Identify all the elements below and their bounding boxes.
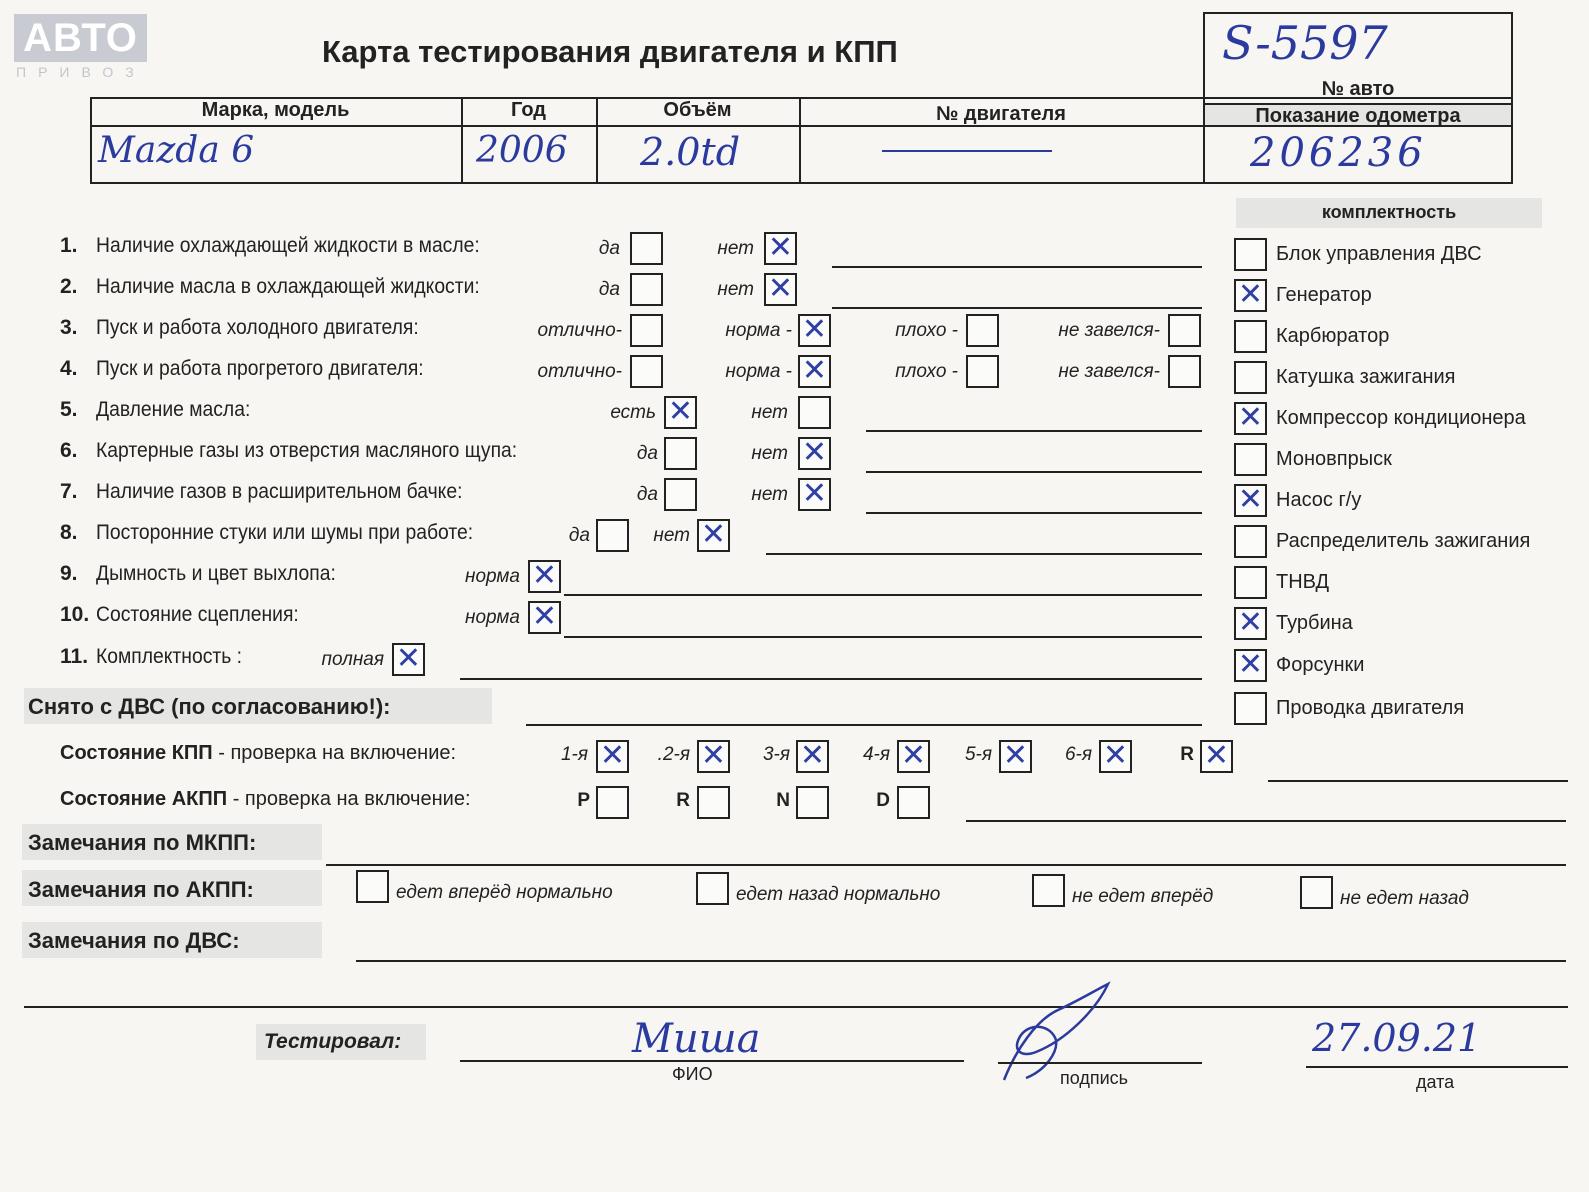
option-net: нет	[717, 279, 754, 300]
checkbox-q3-norma[interactable]	[798, 314, 831, 347]
completeness-item: Блок управления ДВС	[1276, 243, 1482, 265]
checkbox-q6-da[interactable]	[664, 437, 697, 470]
fill-line	[460, 678, 1202, 680]
checkbox-gear-6[interactable]	[1099, 740, 1132, 773]
option-da: да	[598, 238, 620, 259]
option-est: есть	[610, 402, 656, 423]
question-number: 7.	[60, 480, 78, 503]
completeness-title: комплектность	[1321, 202, 1457, 222]
option-da: да	[636, 443, 658, 464]
option-norma: норма -	[725, 361, 792, 382]
checkbox-completeness-carburetor[interactable]	[1234, 320, 1267, 353]
option-polnaya: полная	[321, 649, 384, 670]
checkbox-q9-norma[interactable]	[528, 560, 561, 593]
checkbox-completeness-distributor[interactable]	[1234, 525, 1267, 558]
question-text: Состояние сцепления:	[96, 603, 299, 626]
completeness-item: Компрессор кондиционера	[1276, 407, 1526, 429]
question-text: Пуск и работа холодного двигателя:	[96, 316, 419, 339]
signature-label: подпись	[1060, 1068, 1129, 1088]
page-title: Карта тестирования двигателя и КПП	[322, 34, 898, 69]
question-number: 1.	[60, 234, 78, 257]
akpp-label-bold: Состояние АКПП	[60, 788, 228, 810]
checkbox-completeness-ac-compressor[interactable]	[1234, 402, 1267, 435]
checkbox-q3-ne-zavelsya[interactable]	[1168, 314, 1201, 347]
checkbox-akpp-forward-ok[interactable]	[356, 870, 389, 903]
akpp-option: не едет вперёд	[1072, 886, 1214, 907]
checkbox-q3-ploho[interactable]	[966, 314, 999, 347]
completeness-item: Форсунки	[1276, 654, 1365, 676]
fio-label: ФИО	[672, 1064, 713, 1084]
checkbox-completeness-turbo[interactable]	[1234, 607, 1267, 640]
fill-line	[326, 864, 1566, 866]
checkbox-q11-polnaya[interactable]	[392, 643, 425, 676]
completeness-item: Катушка зажигания	[1276, 366, 1456, 388]
option-norma: норма	[465, 607, 520, 628]
tester-name: Миша	[632, 1016, 761, 1062]
fill-line	[966, 820, 1566, 822]
checkbox-q5-net[interactable]	[798, 396, 831, 429]
fill-line	[1268, 780, 1568, 782]
tested-label: Тестировал:	[264, 1030, 402, 1053]
fill-line	[866, 430, 1202, 432]
volume-label: Объём	[663, 99, 732, 121]
fill-line	[24, 1006, 1568, 1008]
checkbox-gear-r[interactable]	[1200, 740, 1233, 773]
option-otlichno: отлично-	[537, 320, 622, 341]
checkbox-gear-2[interactable]	[697, 740, 730, 773]
brand-model-label: Марка, модель	[201, 99, 350, 121]
checkbox-gear-5[interactable]	[999, 740, 1032, 773]
fill-line	[866, 512, 1202, 514]
checkbox-q2-da[interactable]	[630, 273, 663, 306]
checkbox-completeness-ignition-coil[interactable]	[1234, 361, 1267, 394]
completeness-item: Насос г/у	[1276, 489, 1362, 511]
fio-line	[460, 1060, 964, 1062]
checkbox-completeness-wiring[interactable]	[1234, 692, 1267, 725]
signature-line	[998, 1062, 1202, 1064]
question-number: 6.	[60, 439, 78, 462]
checkbox-q4-ne-zavelsya[interactable]	[1168, 355, 1201, 388]
gear-label: R	[1180, 744, 1194, 765]
completeness-item: Моновпрыск	[1276, 448, 1392, 470]
fill-line	[866, 471, 1202, 473]
checkbox-q5-est[interactable]	[664, 396, 697, 429]
checkbox-q6-net[interactable]	[798, 437, 831, 470]
question-number: 8.	[60, 521, 78, 544]
fill-line	[766, 553, 1202, 555]
checkbox-akpp-backward-ok[interactable]	[696, 872, 729, 905]
checkbox-completeness-monoinjection[interactable]	[1234, 443, 1267, 476]
odometer-value: 206236	[1250, 130, 1427, 176]
gear-label: 4-я	[862, 744, 890, 765]
model-value: Mazda 6	[98, 130, 255, 171]
kpp-label-rest: - проверка на включение:	[212, 742, 457, 764]
date-line	[1306, 1066, 1568, 1068]
question-text: Наличие охлаждающей жидкости в масле:	[96, 234, 480, 257]
akpp-option: едет назад нормально	[736, 884, 941, 905]
checkbox-akpp-r[interactable]	[697, 786, 730, 819]
gear-label: 5-я	[964, 744, 992, 765]
gear-label: .2-я	[657, 744, 690, 765]
checkbox-akpp-p[interactable]	[596, 786, 629, 819]
question-text: Картерные газы из отверстия масляного щупа:	[96, 439, 518, 462]
fill-line	[564, 636, 1202, 638]
checkbox-gear-1[interactable]	[596, 740, 629, 773]
question-text: Наличие масла в охлаждающей жидкости:	[96, 275, 480, 298]
option-net: нет	[751, 484, 788, 505]
checkbox-q4-otlichno[interactable]	[630, 355, 663, 388]
remarks-mkpp-label: Замечания по МКПП:	[28, 830, 257, 855]
engine-number-dash	[882, 150, 1052, 152]
removed-label: Снято с ДВС (по согласованию!):	[28, 694, 391, 719]
completeness-item: Проводка двигателя	[1276, 697, 1465, 719]
completeness-item: Турбина	[1276, 612, 1353, 634]
fill-line	[832, 307, 1202, 309]
question-text: Давление масла:	[96, 398, 251, 421]
fill-line	[356, 960, 1566, 962]
checkbox-akpp-d[interactable]	[897, 786, 930, 819]
question-number: 11.	[60, 645, 89, 668]
car-number-value: S-5597	[1222, 16, 1388, 70]
checkbox-q10-norma[interactable]	[528, 601, 561, 634]
checkbox-q3-otlichno[interactable]	[630, 314, 663, 347]
checkbox-completeness-ecu[interactable]	[1234, 238, 1267, 271]
logo: АВТО	[14, 14, 147, 62]
option-ploho: плохо -	[895, 361, 958, 382]
akpp-option: едет вперёд нормально	[396, 882, 613, 903]
fill-line	[526, 724, 1202, 726]
question-number: 9.	[60, 562, 78, 585]
question-number: 10.	[60, 603, 90, 626]
remarks-dvs-label: Замечания по ДВС:	[28, 928, 240, 953]
option-ploho: плохо -	[895, 320, 958, 341]
question-text: Дымность и цвет выхлопа:	[96, 562, 336, 585]
gear-label: 3-я	[762, 744, 790, 765]
completeness-item: Генератор	[1276, 284, 1372, 306]
checkbox-akpp-no-backward[interactable]	[1300, 876, 1333, 909]
question-number: 5.	[60, 398, 78, 421]
checkbox-q7-net[interactable]	[798, 478, 831, 511]
question-text: Комплектность :	[96, 645, 243, 668]
gear-label: 1-я	[560, 744, 588, 765]
engine-number-label: № двигателя	[936, 103, 1066, 125]
option-net: нет	[751, 402, 788, 423]
checkbox-q8-net[interactable]	[697, 519, 730, 552]
option-net: нет	[653, 525, 690, 546]
option-norma: норма	[465, 566, 520, 587]
akpp-mode-label: N	[776, 790, 790, 811]
question-number: 4.	[60, 357, 78, 380]
kpp-label	[60, 742, 456, 765]
year-value: 2006	[476, 130, 568, 171]
checkbox-q2-net[interactable]	[764, 273, 797, 306]
question-text: Посторонние стуки или шумы при работе:	[96, 521, 474, 544]
checkbox-q1-da[interactable]	[630, 232, 663, 265]
checkbox-akpp-n[interactable]	[796, 786, 829, 819]
checkbox-q7-da[interactable]	[664, 478, 697, 511]
checkbox-q4-norma[interactable]	[798, 355, 831, 388]
question-text: Наличие газов в расширительном бачке:	[96, 480, 463, 503]
volume-value: 2.0td	[640, 130, 741, 174]
date-value: 27.09.21	[1312, 1016, 1482, 1060]
checkbox-completeness-tnvd[interactable]	[1234, 566, 1267, 599]
option-norma: норма -	[725, 320, 792, 341]
checkbox-q1-net[interactable]	[764, 232, 797, 265]
akpp-mode-label: P	[577, 790, 590, 811]
kpp-label-bold: Состояние КПП	[60, 742, 213, 764]
checkbox-gear-3[interactable]	[796, 740, 829, 773]
odometer-label: Показание одометра	[1255, 105, 1461, 127]
option-net: нет	[717, 238, 754, 259]
akpp-option: не едет назад	[1340, 888, 1469, 909]
remarks-akpp-label: Замечания по АКПП:	[28, 877, 254, 902]
year-label: Год	[511, 99, 546, 121]
checkbox-q4-ploho[interactable]	[966, 355, 999, 388]
option-ne-zavelsya: не завелся-	[1058, 320, 1160, 341]
checkbox-gear-4[interactable]	[897, 740, 930, 773]
checkbox-completeness-injectors[interactable]	[1234, 649, 1267, 682]
akpp-mode-label: D	[876, 790, 890, 811]
checkbox-akpp-no-forward[interactable]	[1032, 874, 1065, 907]
akpp-mode-label: R	[676, 790, 690, 811]
akpp-label-rest: - проверка на включение:	[227, 788, 471, 810]
question-text: Пуск и работа прогретого двигателя:	[96, 357, 424, 380]
gear-label: 6-я	[1064, 744, 1092, 765]
akpp-label	[60, 788, 471, 811]
option-da: да	[636, 484, 658, 505]
fill-line	[832, 266, 1202, 268]
logo-subtitle: ПРИВОЗ	[16, 64, 146, 80]
question-number: 3.	[60, 316, 78, 339]
car-number-label: № авто	[1321, 78, 1395, 100]
option-otlichno: отлично-	[537, 361, 622, 382]
date-label: дата	[1416, 1072, 1455, 1092]
option-net: нет	[751, 443, 788, 464]
completeness-item: Карбюратор	[1276, 325, 1390, 347]
option-da: да	[598, 279, 620, 300]
completeness-item: Распределитель зажигания	[1276, 530, 1531, 552]
checkbox-completeness-ps-pump[interactable]	[1234, 484, 1267, 517]
question-number: 2.	[60, 275, 78, 298]
completeness-item: ТНВД	[1276, 571, 1330, 593]
option-da: да	[568, 525, 590, 546]
fill-line	[564, 594, 1202, 596]
checkbox-q8-da[interactable]	[596, 519, 629, 552]
checkbox-completeness-generator[interactable]	[1234, 279, 1267, 312]
option-ne-zavelsya: не завелся-	[1058, 361, 1160, 382]
